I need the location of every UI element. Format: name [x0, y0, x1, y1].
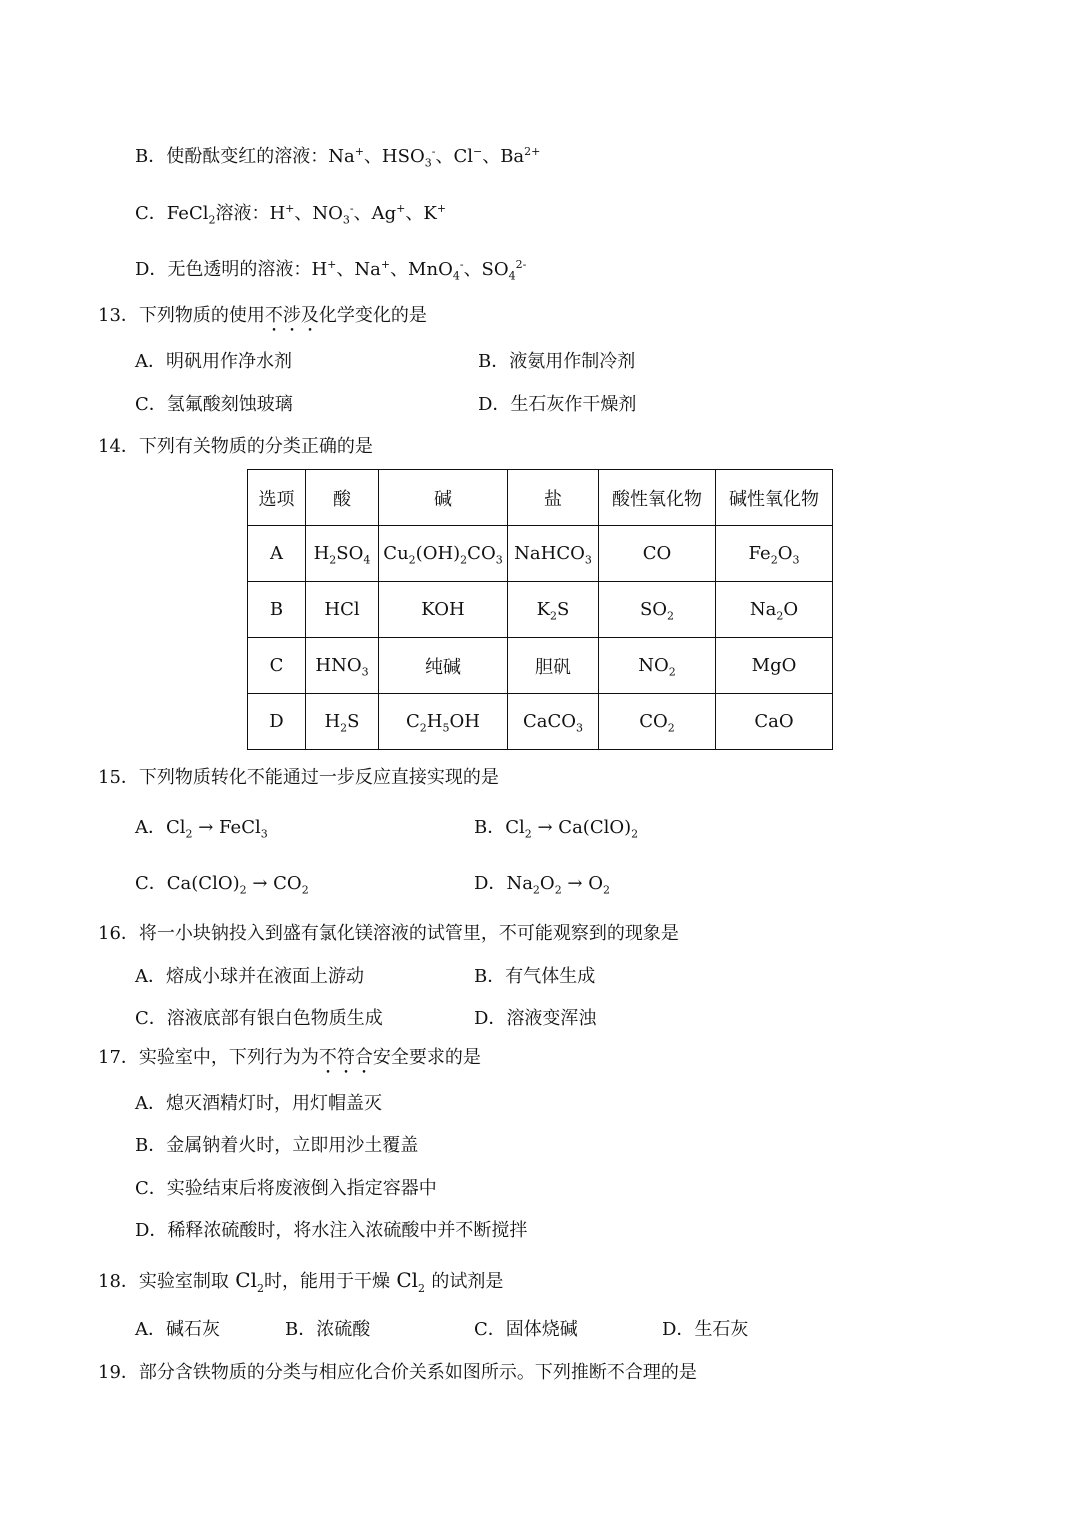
question-number: 15． [98, 767, 139, 788]
option-text: 金属钠着火时，立即用沙土覆盖 [166, 1135, 419, 1156]
formula: $Cl_2$ [228, 1268, 264, 1295]
q17-option-b [135, 1134, 418, 1158]
table-row [248, 694, 833, 750]
option-text: 无色透明的溶液： [167, 259, 312, 280]
stem-text: 将一小块钠投入到盛有氯化镁溶液的试管里，不可能观察到的现象是 [138, 923, 679, 944]
table-body [248, 470, 833, 750]
header-cell: 碱 [379, 470, 508, 526]
option-label: B． [135, 146, 167, 167]
q17-option-d [135, 1219, 527, 1243]
option-text: 浓硫酸 [316, 1319, 371, 1340]
option-text: 碱石灰 [166, 1319, 220, 1340]
q16-option-c [135, 1007, 383, 1031]
option-label: B． [474, 966, 506, 987]
q19-stem [98, 1361, 697, 1385]
header-cell: 碱性氧化物 [716, 470, 833, 526]
substance-cell: NaHCO$_3$ [508, 526, 599, 582]
option-label: C． [474, 1319, 506, 1340]
substance-cell: $H_2SO_4$ [306, 526, 379, 582]
option-cell: C [248, 638, 306, 694]
q18-option-b [285, 1318, 370, 1342]
option-label: B． [135, 1135, 167, 1156]
q15-stem [98, 766, 499, 790]
option-label: B． [478, 351, 510, 372]
option-label: A． [135, 817, 166, 838]
q17-option-a [135, 1092, 382, 1116]
stem-text: 化学变化的是 [318, 305, 427, 326]
q16-option-d [474, 1007, 596, 1031]
q12-option-c [135, 202, 446, 226]
stem-text: 部分含铁物质的分类与相应化合价关系如图所示。下列推断不合理的是 [138, 1362, 697, 1383]
q16-option-b [474, 965, 595, 989]
table-header-row [248, 470, 833, 526]
option-text: 稀释浓硫酸时，将水注入浓硫酸中并不断搅拌 [167, 1220, 528, 1241]
substance-cell: $Cu_2(OH)_2CO_3$ [379, 526, 508, 582]
q13-option-b [478, 350, 635, 374]
q13-option-a [135, 350, 292, 374]
option-text: 熄灭酒精灯时，用灯帽盖灭 [166, 1093, 382, 1114]
option-label: D． [474, 1008, 507, 1029]
q14-stem [98, 435, 373, 459]
substance-cell: 胆矾 [508, 638, 599, 694]
option-label: C． [135, 394, 167, 415]
option-text: 固体烧碱 [505, 1319, 578, 1340]
option-label: D． [478, 394, 511, 415]
q15-option-b [474, 816, 638, 840]
option-text: 氢氟酸刻蚀玻璃 [166, 394, 293, 415]
option-text: 溶液底部有银白色物质生成 [166, 1008, 383, 1029]
option-cell: A [248, 526, 306, 582]
question-number: 16． [98, 923, 139, 944]
q18-option-d [662, 1318, 748, 1342]
substance-cell: $C_2H_5OH$ [379, 694, 508, 750]
option-text: 有气体生成 [505, 966, 596, 987]
q18-stem [98, 1268, 503, 1294]
conversion: $Cl_2 \to Ca(ClO)_2$ [505, 817, 639, 841]
ion-list: H+、Na+、MnO$_4$-、$SO_4^{2-}$ [311, 258, 527, 283]
conversion: $Na_2O_2 \to O_2$ [506, 873, 610, 897]
option-label: D． [474, 873, 507, 894]
option-text: 使酚酞变红的溶液： [166, 146, 329, 167]
formula: $Cl_2$ [389, 1268, 426, 1295]
option-label: A． [135, 1093, 166, 1114]
option-text: 实验结束后将废液倒入指定容器中 [166, 1178, 437, 1199]
q15-option-d [474, 872, 610, 896]
substance-cell: $K_2S$ [508, 582, 599, 638]
q12-option-d [135, 258, 526, 282]
option-text: 明矾用作净水剂 [166, 351, 292, 372]
substance-cell: KOH [379, 582, 508, 638]
option-text: 熔成小球并在液面上游动 [166, 966, 364, 987]
substance-cell: $H_2S$ [306, 694, 379, 750]
q12-option-b [135, 145, 540, 169]
question-number: 13． [98, 305, 139, 326]
table-row [248, 582, 833, 638]
option-label: A． [135, 1319, 166, 1340]
question-number: 18． [98, 1271, 139, 1292]
q16-stem [98, 922, 679, 946]
option-label: D． [135, 1220, 168, 1241]
option-label: C． [135, 203, 167, 224]
option-label: A． [135, 966, 166, 987]
q15-option-a [135, 816, 268, 840]
ion-list: Na+、$HSO_3^-$、Cl−、$Ba^{2+}$ [328, 145, 541, 170]
substance-cell: $SO_2$ [599, 582, 716, 638]
option-label: B． [285, 1319, 317, 1340]
table-row [248, 638, 833, 694]
substance-cell: $HNO_3$ [306, 638, 379, 694]
substance-cell: CaCO$_3$ [508, 694, 599, 750]
q17-stem [98, 1046, 481, 1078]
stem-text: 的试剂是 [431, 1271, 504, 1292]
option-label: C． [135, 873, 167, 894]
stem-text: 安全要求的是 [372, 1047, 481, 1068]
conversion: $Ca(ClO)_2 \to CO_2$ [166, 873, 309, 897]
header-cell: 酸性氧化物 [599, 470, 716, 526]
option-label: C． [135, 1008, 167, 1029]
q13-option-d [478, 393, 636, 417]
substance-cell: $NO_2$ [599, 638, 716, 694]
stem-text: 实验室制取 [138, 1271, 229, 1292]
substance-cell: MgO [716, 638, 833, 694]
q17-option-c [135, 1177, 437, 1201]
option-label: A． [135, 351, 166, 372]
option-text: 生石灰 [694, 1319, 749, 1340]
header-cell: 酸 [306, 470, 379, 526]
substance-cell: CaO [716, 694, 833, 750]
substance-cell: $Fe_2O_3$ [716, 526, 833, 582]
question-number: 19． [98, 1362, 139, 1383]
stem-emphasis: 不符合 [318, 1047, 373, 1068]
option-label: D． [135, 259, 168, 280]
question-number: 14． [98, 436, 139, 457]
q18-option-c [474, 1318, 578, 1342]
substance-cell: $Na_2O$ [716, 582, 833, 638]
option-label: D． [662, 1319, 695, 1340]
option-label: B． [474, 817, 506, 838]
formula: FeCl$_2$ [166, 203, 216, 227]
stem-text: 实验室中，下列行为为 [138, 1047, 319, 1068]
q13-stem [98, 304, 427, 336]
substance-cell: 纯碱 [379, 638, 508, 694]
classification-table [247, 469, 833, 750]
conversion: $Cl_2$ → FeCl$_3$ [166, 817, 268, 841]
substance-cell: HCl [306, 582, 379, 638]
header-cell: 盐 [508, 470, 599, 526]
option-text: 溶液变浑浊 [506, 1008, 597, 1029]
stem-text: 下列物质的使用 [138, 305, 265, 326]
stem-text: 时，能用于干燥 [263, 1271, 390, 1292]
q15-option-c [135, 872, 309, 896]
substance-cell: $CO_2$ [599, 694, 716, 750]
header-cell: 选项 [248, 470, 306, 526]
option-cell: D [248, 694, 306, 750]
q16-option-a [135, 965, 364, 989]
option-text: 生石灰作干燥剂 [510, 394, 637, 415]
option-text: 溶液： [215, 203, 270, 224]
ion-list: H+、$NO_3^-$、Ag+、K+ [269, 202, 447, 227]
stem-emphasis: 不涉及 [264, 305, 319, 326]
option-cell: B [248, 582, 306, 638]
stem-text: 下列有关物质的分类正确的是 [138, 436, 373, 457]
question-number: 17． [98, 1047, 139, 1068]
table-row [248, 526, 833, 582]
option-label: C． [135, 1178, 167, 1199]
q18-option-a [135, 1318, 220, 1342]
substance-cell: CO [599, 526, 716, 582]
stem-text: 下列物质转化不能通过一步反应直接实现的是 [138, 767, 499, 788]
q13-option-c [135, 393, 293, 417]
option-text: 液氨用作制冷剂 [509, 351, 636, 372]
